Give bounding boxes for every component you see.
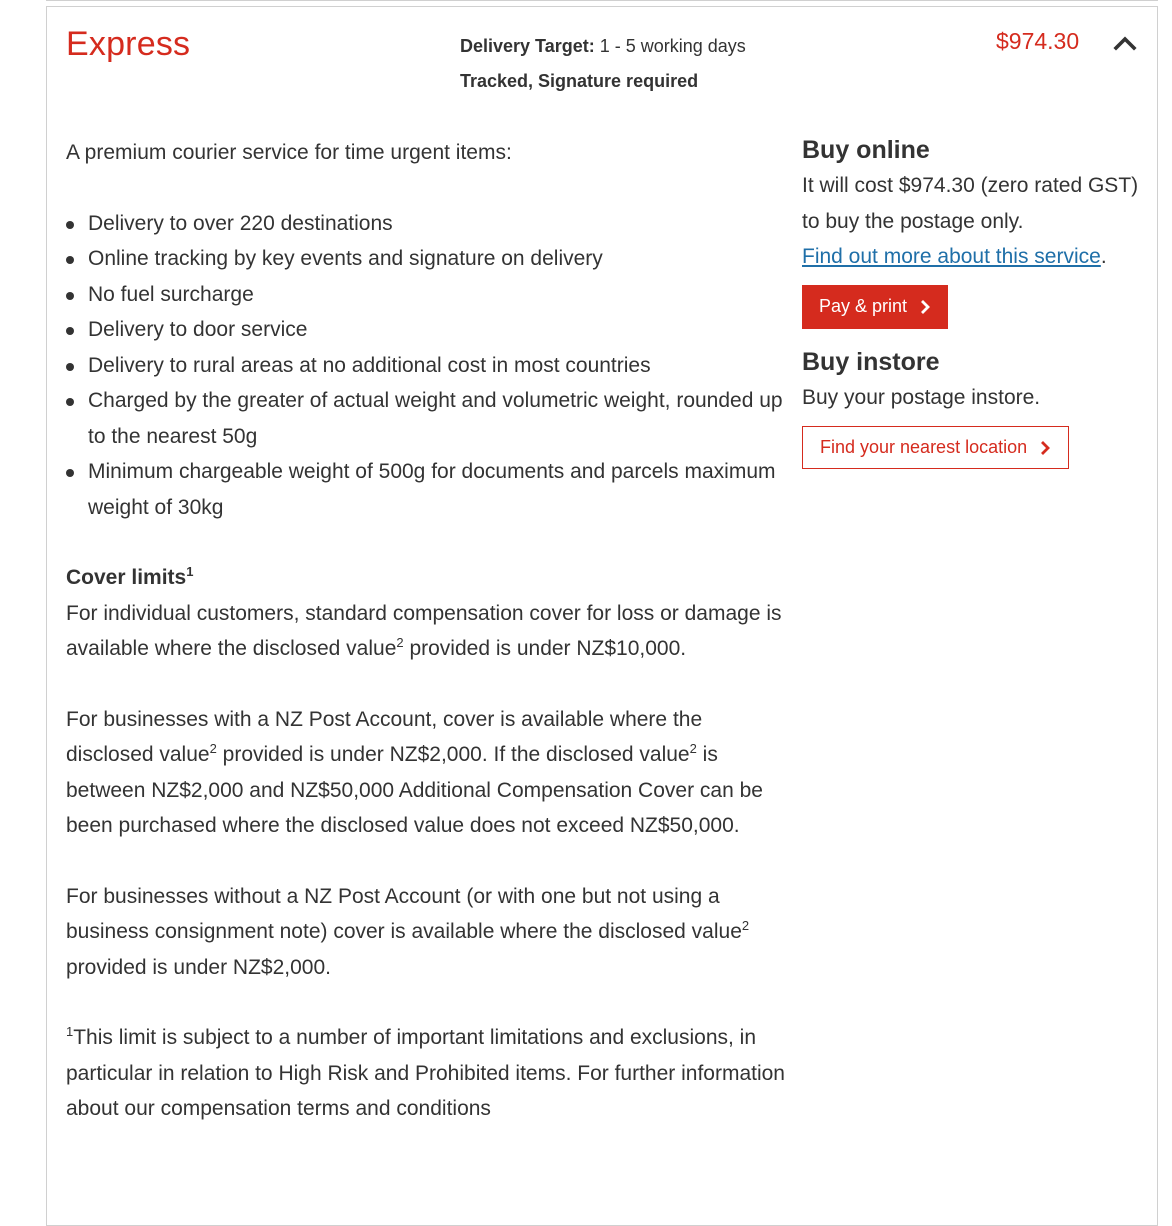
chevron-right-icon [1039, 440, 1051, 456]
delivery-info [460, 29, 746, 99]
list-item: Delivery to over 220 destinations [66, 206, 786, 242]
footnote-ref: 2 [396, 635, 404, 650]
buy-instore-text: Buy your postage instore. [802, 385, 1041, 409]
delivery-target [460, 29, 746, 64]
find-out-more-row [802, 239, 1142, 275]
paragraph-text: is between NZ$2,000 and NZ$50,000 Additional Compensation Cover can be been purchased where the disclosed value does not exceed NZ$50,000. [66, 743, 763, 837]
chevron-up-icon[interactable] [1113, 33, 1137, 53]
feature-list [66, 206, 786, 526]
paragraph-text: provided is under NZ$2,000. If the disclosed value [216, 743, 690, 766]
cover-businesses-paragraph [66, 702, 786, 844]
buy-online-text: It will cost $974.30 (zero rated GST) to buy the postage only. [802, 174, 1139, 233]
delivery-target-label: Delivery Target: [460, 36, 595, 56]
service-description [66, 135, 786, 1127]
tracking-info: Tracked, Signature required [460, 71, 699, 91]
link-period: . [1100, 245, 1107, 268]
intro-text: A premium courier service for time urgent items: [66, 141, 512, 164]
service-name: Express [66, 25, 191, 63]
find-location-button[interactable] [802, 426, 1069, 469]
paragraph-text: provided is under NZ$10,000. [403, 637, 687, 660]
cover-limits-heading [66, 560, 786, 596]
service-option-card [46, 6, 1158, 1226]
find-location-label: Find your nearest location [820, 437, 1028, 457]
paragraph-text: For businesses with a NZ Post Account, cover is available where the disclosed value [66, 707, 703, 766]
footnote-ref: 1 [186, 564, 194, 579]
paragraph-text: For individual customers, standard compensation cover for loss or damage is available where the disclosed value [66, 601, 782, 660]
buy-online-heading: Buy online [802, 136, 930, 164]
buy-instore-heading: Buy instore [802, 347, 940, 376]
chevron-right-icon [919, 299, 931, 315]
list-item: Charged by the greater of actual weight and volumetric weight, rounded up to the nearest 50g [66, 383, 786, 454]
cover-limits-title: Cover limits [66, 566, 187, 589]
list-item: Delivery to door service [66, 312, 786, 348]
footnote-paragraph [66, 1020, 786, 1127]
list-item: Minimum chargeable weight of 500g for documents and parcels maximum weight of 30kg [66, 454, 786, 525]
footnote-text: This limit is subject to a number of important limitations and exclusions, in particular in relation to High Risk and Prohibited items. For further information about our compensation terms and conditions [66, 1026, 785, 1120]
footnote-ref: 2 [689, 741, 697, 756]
paragraph-text: provided is under NZ$2,000. [66, 955, 331, 979]
cover-no-account-paragraph [66, 879, 786, 986]
service-price: $974.30 [996, 28, 1080, 54]
delivery-target-value: 1 - 5 working days [599, 36, 746, 56]
top-divider [46, 0, 1158, 1]
footnote-ref: 2 [741, 918, 750, 933]
footnote-ref: 1 [66, 1024, 74, 1039]
pay-print-label: Pay & print [819, 296, 908, 316]
paragraph-text: For businesses without a NZ Post Account (or with one but not using a business consignment note) cover is available where the disclosed value [66, 884, 742, 943]
list-item: Delivery to rural areas at no additional cost in most countries [66, 348, 786, 384]
footnote-ref: 2 [209, 741, 217, 756]
pay-print-button[interactable] [802, 285, 948, 329]
find-out-more-link[interactable]: Find out more about this service [802, 245, 1101, 268]
list-item: Online tracking by key events and signature on delivery [66, 241, 786, 277]
list-item: No fuel surcharge [66, 277, 786, 313]
cover-individuals-paragraph [66, 596, 786, 667]
purchase-panel [802, 135, 1142, 469]
